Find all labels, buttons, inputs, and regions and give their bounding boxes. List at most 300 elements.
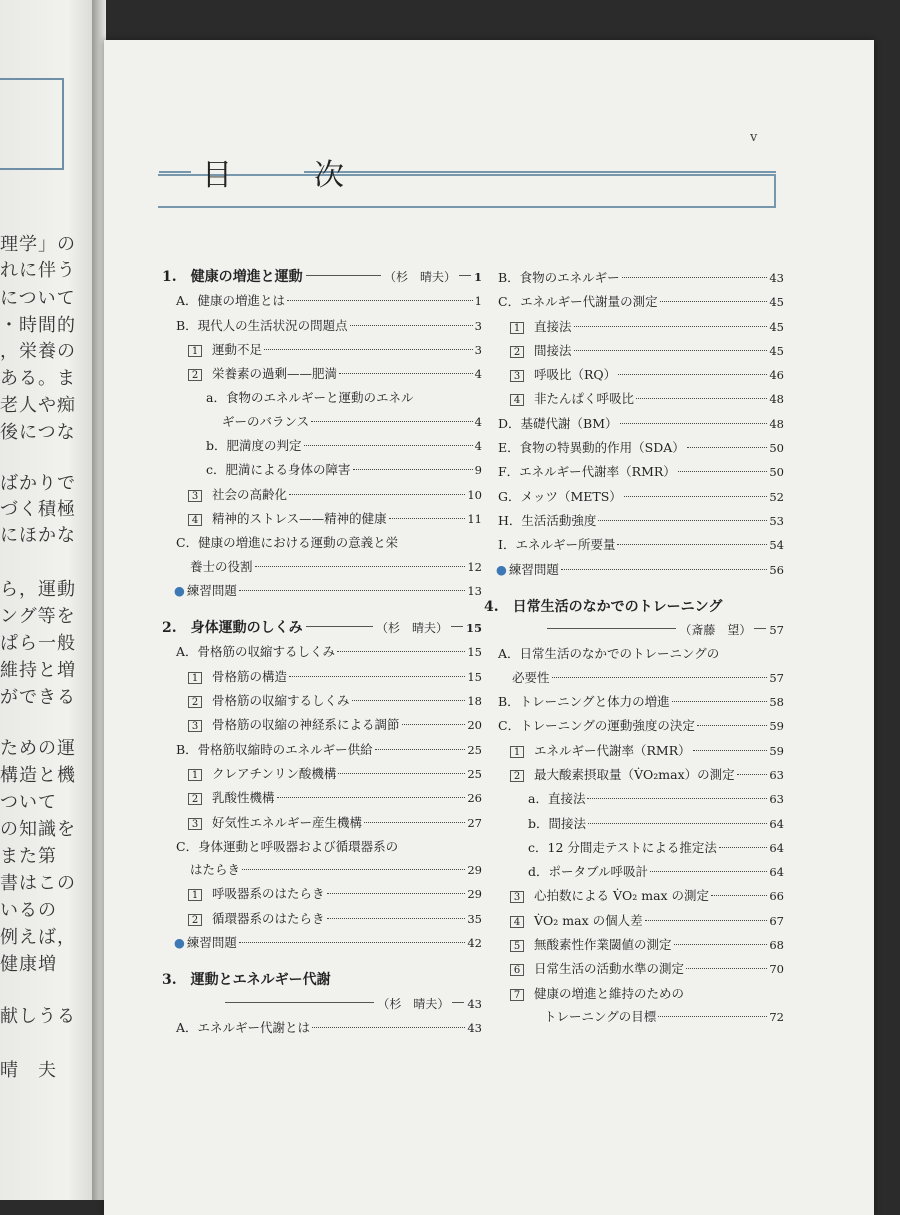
entry-page: 9 [474,463,482,478]
section-number-box: 2 [188,369,202,381]
entry-label: 間接法 [534,342,572,358]
chapter-page: 57 [769,623,784,638]
facing-page-line: ための運 [0,738,76,759]
facing-page-line: ぱら一般 [0,633,76,654]
dot-leader [552,677,768,678]
entry-page: 13 [467,583,482,598]
dot-leader [255,566,466,567]
toc-entry [162,786,482,810]
facing-page-line: 書はこの [0,873,76,894]
entry-page: 66 [769,889,784,904]
dot-leader [719,847,767,848]
toc-entry [162,640,482,664]
facing-page-line: づく積極 [0,499,76,520]
toc-entry [162,458,482,482]
entry-page: 45 [769,343,784,358]
entry-page: 4 [474,367,482,382]
entry-label: はたらき [190,862,241,878]
dot-leader [620,423,768,424]
dot-leader [622,277,768,278]
toc-entry [162,835,482,858]
dot-leader [264,349,473,350]
chapter-title: 2. 身体運動のしくみ [162,620,303,637]
entry-page: 12 [467,559,482,574]
dot-leader [617,544,767,545]
entry-label: c．12 分間走テストによる推定法 [528,839,717,855]
toc-entry [484,666,784,690]
section-number-box: 3 [188,818,202,830]
entry-page: 48 [769,392,784,407]
chapter-page: 15 [465,621,482,636]
toc-entry [162,314,482,338]
chapter-leader [451,626,463,627]
section-number-box: 2 [188,914,202,926]
entry-page: 35 [467,911,482,926]
entry-label: B．食物のエネルギー [498,270,620,285]
chapter-leader [225,1002,374,1003]
bullet-icon: ● [174,935,185,951]
entry-label: 心拍数による V̇O₂ max の測定 [534,888,710,904]
entry-label: B．骨格筋収縮時のエネルギー供給 [176,741,373,757]
entry-page: 64 [769,816,784,831]
facing-page-line: ，栄養の [0,341,76,362]
entry-label: D．基礎代謝（BM） [498,415,618,431]
entry-label: A．日常生活のなかでのトレーニングの [498,646,720,662]
entry-label: I．エネルギー所要量 [498,537,616,553]
facing-page-line: の知識を [0,819,76,840]
dot-leader [389,518,466,519]
entry-label: B．トレーニングと体力の増進 [498,694,670,710]
toc-page [104,40,874,1215]
section-number-box: 1 [188,672,202,684]
dot-leader [311,421,473,422]
section-number-box: 2 [510,346,524,358]
dot-leader [239,942,465,943]
toc-entry [162,931,482,955]
entry-label: 練習問題 [186,935,237,951]
section-number-box: 3 [188,490,202,502]
dot-leader [339,373,473,374]
dot-leader [598,520,767,521]
entry-label: 練習問題 [508,561,559,577]
toc-entry [162,410,482,434]
dot-leader [587,798,767,799]
entry-label: A．健康の増進とは [176,293,286,309]
entry-page: 64 [769,865,784,880]
entry-page: 68 [769,938,784,953]
dot-leader [337,651,465,652]
entry-page: 67 [769,913,784,928]
title-rule-right [304,171,776,173]
section-number-box: 3 [510,891,524,903]
chapter-leader [306,275,381,276]
entry-label: H．生活活動強度 [498,512,597,528]
section-number-box: 2 [510,770,524,782]
toc-entry [162,713,482,737]
entry-page: 20 [467,718,482,733]
entry-page: 46 [769,368,784,383]
entry-label: 好気性エネルギー産生機構 [212,814,363,830]
entry-page: 64 [769,840,784,855]
dot-leader [672,701,768,702]
entry-label: b．間接法 [528,815,587,831]
facing-page-line: ある。ま [0,368,76,389]
facing-page-line: ング等を [0,606,76,627]
entry-page: 15 [467,669,482,684]
dot-leader [327,918,466,919]
dot-leader [574,326,768,327]
chapter-leader [754,628,766,629]
section-number-box: 1 [188,769,202,781]
entry-label: 呼吸比（RQ） [534,367,617,383]
chapter-title: 3. 運動とエネルギー代謝 [162,972,331,989]
entry-label: C．身体運動と呼吸器および循環器系の [176,838,399,854]
entry-label: 日常生活の活動水準の測定 [534,961,685,977]
facing-page [0,0,96,1200]
entry-label: d．ポータブル呼吸計 [528,864,649,880]
entry-label: トレーニングの目標 [544,1008,657,1024]
dot-leader [574,350,768,351]
entry-label: 無酸素性作業閾値の測定 [534,937,672,953]
section-number-box: 1 [188,345,202,357]
entry-label: 必要性 [512,669,550,685]
chapter-author: （杉 晴夫） [377,996,450,1011]
dot-leader [687,447,768,448]
entry-page: 54 [769,538,784,553]
dot-leader [289,494,465,495]
dot-leader [561,569,767,570]
facing-page-line: 構造と機 [0,765,76,786]
section-number-box: 5 [510,940,524,952]
entry-page: 15 [467,645,482,660]
section-number-box: 2 [188,696,202,708]
entry-page: 42 [467,936,482,951]
toc-entry [484,387,784,411]
entry-page: 29 [467,863,482,878]
dot-leader [402,724,466,725]
entry-page: 63 [769,792,784,807]
entry-label: 骨格筋の収縮の神経系による調節 [212,717,400,733]
entry-page: 1 [474,294,482,309]
chapter-leader [547,628,676,629]
title-rule-left [159,171,191,173]
toc-entry [484,739,784,763]
entry-label: A．骨格筋の収縮するしくみ [176,644,336,660]
entry-page: 25 [467,766,482,781]
section-number-box: 4 [510,394,524,406]
toc-entry [484,533,784,557]
facing-page-line: ついて [0,792,57,813]
entry-label: V̇O₂ max の個人差 [534,912,643,928]
entry-label: 栄養素の過剰——肥満 [212,366,338,382]
entry-page: 29 [467,887,482,902]
toc-entry [162,907,482,931]
section-number-box: 1 [510,322,524,334]
section-number-box: 6 [510,964,524,976]
toc-entry [484,485,784,509]
toc-entry [484,909,784,933]
entry-page: 70 [769,962,784,977]
toc-entry [484,982,784,1005]
dot-leader [375,749,466,750]
entry-label: 運動不足 [212,341,263,357]
entry-page: 50 [769,465,784,480]
entry-label: 骨格筋の収縮するしくみ [212,693,350,709]
entry-page: 63 [769,767,784,782]
toc-entry [484,690,784,714]
entry-page: 3 [474,318,482,333]
toc-entry [484,363,784,387]
dot-leader [242,869,465,870]
toc-entry [162,434,482,458]
entry-page: 18 [467,694,482,709]
toc-entry [484,763,784,787]
toc-entry [484,860,784,884]
entry-label: F．エネルギー代謝率（RMR） [498,464,676,480]
facing-page-line: れに伴う [0,260,76,281]
entry-label: a．食物のエネルギーと運動のエネル [206,390,414,406]
facing-page-line: 理学」の [0,234,76,255]
toc-entry [484,412,784,436]
facing-page-line: 例えば， [0,927,76,948]
toc-entry [484,558,784,582]
facing-page-line: いるの [0,900,57,921]
facing-page-line: ができる [0,687,76,708]
entry-label: 社会の高齢化 [212,486,288,502]
section-number-box: 4 [510,916,524,928]
entry-page: 45 [769,295,784,310]
entry-page: 26 [467,791,482,806]
toc-entry [484,290,784,314]
toc-entry [162,665,482,689]
entry-label: A．エネルギー代謝とは [176,1019,311,1035]
facing-page-line: 老人や痴 [0,395,76,416]
section-number-box: 4 [188,514,202,526]
dot-leader [645,920,768,921]
section-number-box: 1 [188,889,202,901]
chapter-leader [452,1002,464,1003]
toc-chapter [162,266,482,289]
entry-page: 4 [474,414,482,429]
dot-leader [650,871,767,872]
entry-label: b．肥満度の判定 [206,438,302,454]
entry-label: クレアチンリン酸機構 [212,765,337,781]
dot-leader [352,700,466,701]
toc-entry [484,315,784,339]
dot-leader [624,496,768,497]
dot-leader [693,750,768,751]
toc-entry [484,884,784,908]
chapter-page: 43 [467,996,482,1011]
toc-entry [162,738,482,762]
entry-page: 59 [769,743,784,758]
toc-entry [484,642,784,665]
toc-entry [484,266,784,290]
dot-leader [350,325,473,326]
page-title: 目 次 [202,158,370,193]
toc-chapter [162,617,482,640]
entry-label: a．直接法 [528,791,586,807]
facing-page-line: にほかな [0,525,76,546]
toc-entry [484,787,784,811]
dot-leader [674,944,768,945]
chapter-title: 1. 健康の増進と運動 [162,269,303,285]
toc-left-column [162,266,482,1040]
section-number-box: 7 [510,989,524,1001]
entry-page: 57 [769,670,784,685]
entry-page: 53 [769,513,784,528]
entry-page: 48 [769,416,784,431]
entry-label: 呼吸器系のはたらき [212,886,325,902]
dot-leader [711,895,767,896]
entry-label: 健康の増進と維持のための [534,985,685,1001]
entry-label: 養士の役割 [190,558,253,574]
entry-label: 直接法 [534,318,572,334]
entry-label: G．メッツ（METS） [498,488,622,504]
entry-page: 10 [467,487,482,502]
chapter-leader [459,275,471,276]
toc-entry [162,1016,482,1040]
dot-leader [618,374,767,375]
toc-entry [484,339,784,363]
entry-label: 骨格筋の構造 [212,668,288,684]
entry-page: 43 [769,271,784,285]
entry-page: 45 [769,319,784,334]
chapter-leader [306,626,373,627]
facing-page-line: ばかりで [0,473,76,494]
section-number-box: 3 [188,720,202,732]
bullet-icon: ● [496,561,507,577]
entry-page: 56 [769,562,784,577]
toc-entry [484,836,784,860]
dot-leader [588,823,767,824]
entry-page: 4 [474,439,482,454]
entry-label: B．現代人の生活状況の問題点 [176,317,348,333]
facing-page-line: 晴 夫 [0,1060,57,1081]
chapter-title: 4. 日常生活のなかでのトレーニング [484,598,723,615]
toc-entry [484,957,784,981]
dot-leader [660,301,768,302]
dot-leader [338,773,465,774]
bullet-icon: ● [174,582,185,598]
entry-page: 11 [467,511,482,526]
facing-page-line: 維持と増 [0,660,76,681]
chapter-author: （杉 晴夫） [383,270,456,284]
toc-entry [162,507,482,531]
toc-entry [162,483,482,507]
section-number-box: 1 [510,746,524,758]
toc-entry [162,882,482,906]
entry-page: 50 [769,441,784,456]
toc-entry [162,531,482,554]
toc-chapter-author-line [484,619,784,642]
dot-leader [304,445,473,446]
dot-leader [312,1027,465,1028]
toc-entry [162,386,482,409]
chapter-page: 1 [473,270,482,284]
toc-entry [484,714,784,738]
toc-entry [162,338,482,362]
entry-page: 59 [769,719,784,734]
entry-label: E．食物の特異動的作用（SDA） [498,440,685,456]
dot-leader [277,797,466,798]
chapter-author: （杉 晴夫） [375,621,448,636]
entry-label: 精神的ストレス——精神的健康 [212,510,387,526]
entry-page: 43 [467,1020,482,1035]
chapter-author: （斎藤 望） [679,623,752,638]
dot-leader [686,968,767,969]
toc-entry [484,460,784,484]
toc-chapter-author-line [162,993,482,1016]
facing-page-line: ら，運動 [0,579,76,600]
page-number: v [750,130,758,145]
facing-page-line: また第 [0,846,57,867]
toc-entry [162,762,482,786]
toc-entry [484,509,784,533]
entry-label: 非たんぱく呼吸比 [534,391,635,407]
toc-entry [162,289,482,313]
toc-entry [162,362,482,386]
facing-page-line: 後につな [0,422,76,443]
dot-leader [327,893,466,894]
toc-entry [162,579,482,603]
entry-label: エネルギー代謝率（RMR） [534,742,691,758]
dot-leader [353,469,473,470]
toc-entry [162,811,482,835]
toc-right-column [484,266,784,1029]
toc-entry [484,436,784,460]
toc-entry [162,689,482,713]
entry-label: C．エネルギー代謝量の測定 [498,294,658,310]
dot-leader [678,471,768,472]
dot-leader [737,774,768,775]
facing-page-line: 健康増 [0,954,57,975]
dot-leader [658,1016,767,1017]
entry-page: 25 [467,742,482,757]
section-number-box: 3 [510,370,524,382]
toc-entry [484,812,784,836]
entry-page: 72 [769,1009,784,1024]
entry-page: 27 [467,815,482,830]
entry-label: c．肥満による身体の障害 [206,462,351,478]
toc-entry [484,933,784,957]
entry-label: ギーのバランス [222,413,310,429]
facing-page-line: ・時間的 [0,315,76,336]
entry-page: 52 [769,489,784,504]
dot-leader [287,300,473,301]
toc-chapter [162,969,482,992]
dot-leader [697,725,768,726]
toc-entry [162,555,482,579]
facing-page-frame [0,78,64,170]
dot-leader [636,398,767,399]
facing-page-line: 献しうる [0,1006,76,1027]
entry-label: 最大酸素摂取量（V̇O₂max）の測定 [534,766,735,782]
toc-chapter [484,596,784,619]
toc-entry [484,1005,784,1029]
entry-label: C．トレーニングの運動強度の決定 [498,718,695,734]
entry-page: 3 [474,342,482,357]
section-number-box: 2 [188,793,202,805]
dot-leader [239,590,465,591]
entry-label: 循環器系のはたらき [212,910,325,926]
entry-label: 練習問題 [186,582,237,598]
entry-label: 乳酸性機構 [212,790,275,806]
facing-page-line: について [0,288,76,309]
toc-entry [162,858,482,882]
dot-leader [289,676,465,677]
entry-page: 58 [769,695,784,710]
